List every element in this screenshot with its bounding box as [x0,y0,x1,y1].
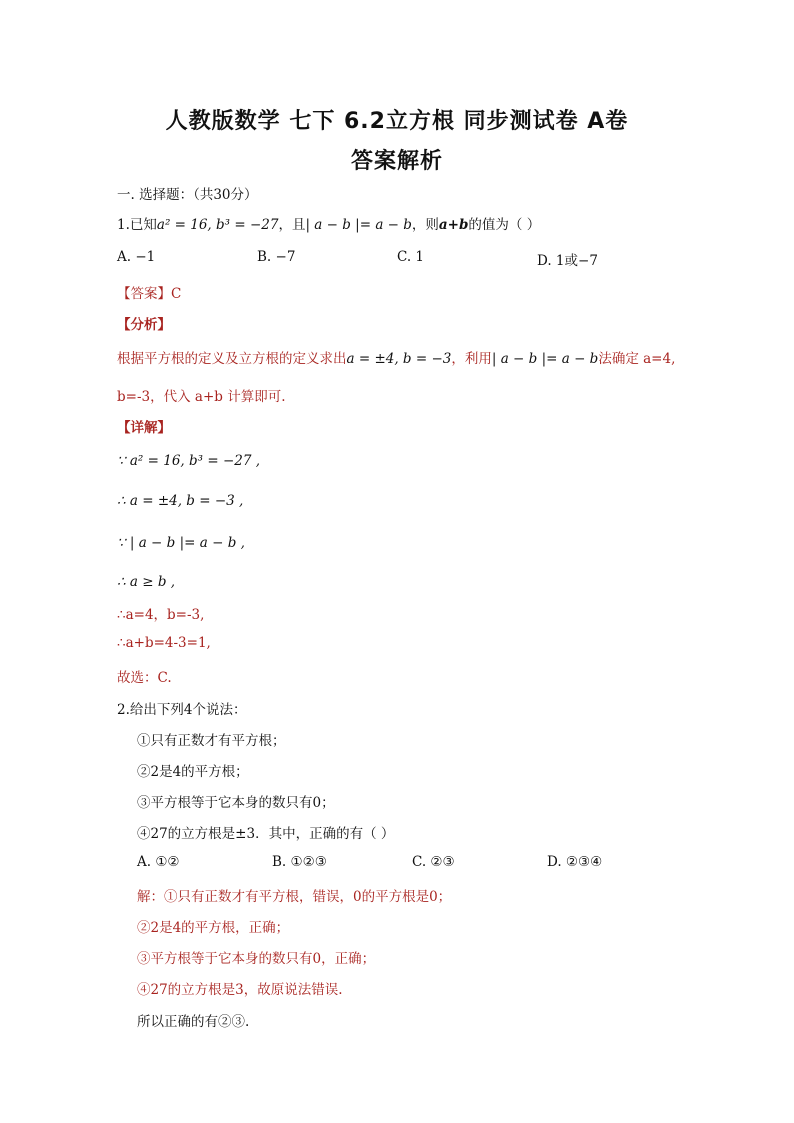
q2-solution-3: ③平方根等于它本身的数只有0，正确； [137,951,376,967]
q2-statement-3: ③平方根等于它本身的数只有0； [137,795,335,811]
q1-step-4: ∴ a ≥ b , [117,574,176,590]
document-title: 人教版数学 七下 6.2立方根 同步测试卷 A卷 [165,109,629,134]
q1-stem-mid: ，且 [278,217,306,233]
q1-stem-math-1: a² = 16, b³ = −27 [156,217,279,233]
document-subtitle: 答案解析 [350,149,443,174]
q1-answer: 【答案】C [117,286,182,302]
q2-solution-4: ④27的立方根是3，故原说法错误. [137,982,343,998]
q1-step-1: ∵ a² = 16, b³ = −27 , [117,453,261,469]
q1-step-2: ∴ a = ±4, b = −3 , [117,493,244,509]
q1-step-3: ∵ | a − b |= a − b , [117,535,245,551]
q1-analysis-post: 法确定 a=4, [598,351,676,367]
q1-stem-post: 的值为（ ） [468,217,541,233]
q2-solution-2: ②2是4的平方根，正确； [137,920,290,936]
q2-option-c: C. ②③ [412,854,455,870]
q2-statement-1: ①只有正数才有平方根； [137,733,286,749]
q1-step-7: 故选：C. [117,670,172,686]
q1-analysis-text [117,347,675,367]
q1-analysis-math-1: a = ±4, b = −3 [346,351,452,367]
question-2-stem: 2.给出下列4个说法： [117,702,247,718]
q1-option-a: A. −1 [117,249,156,265]
q1-stem-mid-2: ，则 [411,217,439,233]
q1-step-6: ∴a+b=4-3=1, [117,635,211,651]
q2-option-a: A. ①② [137,854,180,870]
q1-analysis-pre: 根据平方根的定义及立方根的定义求出 [117,351,347,367]
q1-analysis-line-2: b=-3，代入 a+b 计算即可. [117,389,286,405]
q1-option-c: C. 1 [397,249,425,265]
q2-statement-2: ②2是4的平方根； [137,764,249,780]
q1-stem-math-3: a+b [438,217,469,233]
q1-option-b: B. −7 [257,249,296,265]
q1-stem-pre: 1.已知 [117,217,157,233]
q2-option-d: D. ②③④ [547,854,603,870]
q2-solution-5: 所以正确的有②③. [137,1014,250,1030]
q2-option-b: B. ①②③ [272,854,327,870]
q2-statement-4: ④27的立方根是±3．其中，正确的有（ ） [137,826,395,842]
q1-detail-label: 【详解】 [117,420,171,436]
q1-analysis-label: 【分析】 [117,317,171,333]
q1-stem-math-2: | a − b |= a − b [305,217,412,233]
q1-analysis-mid: ，利用 [451,351,492,367]
q1-step-5: ∴a=4，b=-3, [117,607,205,623]
question-1-stem [117,213,540,233]
q2-solution-1: 解：①只有正数才有平方根，错误，0的平方根是0； [137,889,452,905]
section-heading: 一. 选择题：（共30分） [117,187,258,203]
q1-option-d: D. 1或−7 [537,253,598,269]
q1-analysis-math-2: | a − b |= a − b [491,351,599,367]
